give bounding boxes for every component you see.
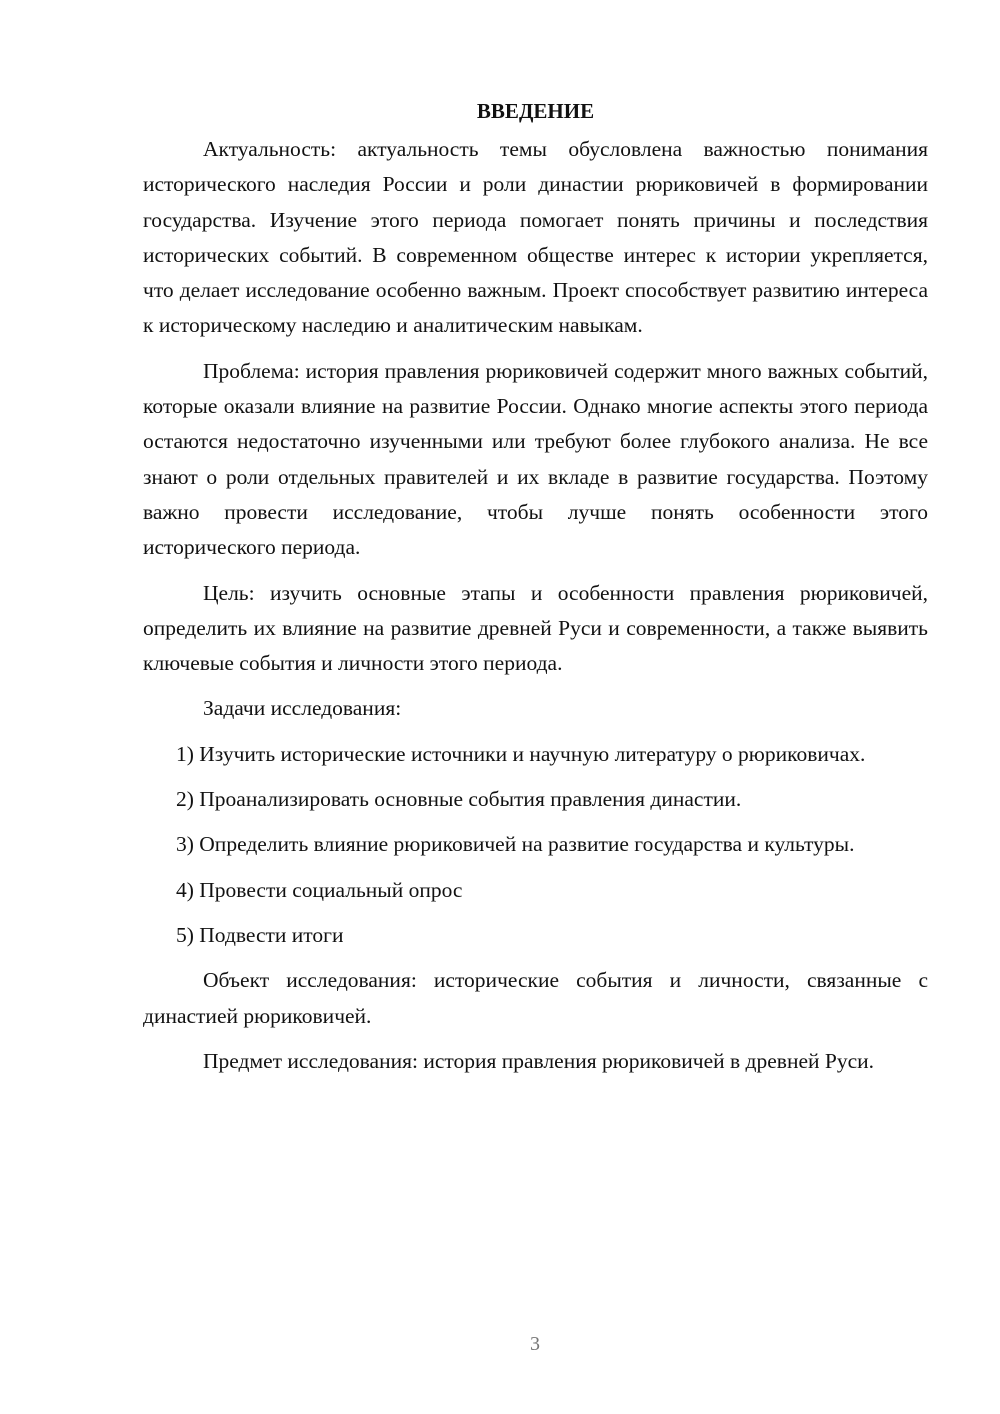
page-number: 3 — [530, 1333, 540, 1355]
relevance-paragraph: Актуальность: актуальность темы обусловлена важностью понимания исторического наследия России и роли династии рюриковичей в формировании государства. Изучение этого периода помогает понять причины и последствия исторических событий. В современном обществе интерес к истории укрепляется, что делает исследование особенно важным. Проект способствует развитию интереса к историческому наследию и аналитическим навыкам. — [143, 137, 928, 338]
page-content — [143, 96, 928, 1089]
list-item: 2) Проанализировать основные события правления династии. — [176, 787, 742, 812]
page-title: ВВЕДЕНИЕ — [476, 99, 595, 123]
list-item: 3) Определить влияние рюриковичей на развитие государства и культуры. — [176, 832, 855, 857]
tasks-list — [143, 737, 928, 953]
problem-paragraph: Проблема: история правления рюриковичей содержит много важных событий, которые оказали влияние на развитие России. Однако многие аспекты этого периода остаются недостаточно изученными или требуют более глубокого анализа. Не все знают о роли отдельных правителей и их вкладе в развитие государства. Поэтому важно провести исследование, чтобы лучше понять особенности этого исторического периода. — [143, 358, 928, 560]
list-item: 1) Изучить исторические источники и научную литературу о рюриковичах. — [176, 741, 866, 766]
subject-paragraph: Предмет исследования: история правления рюриковичей в древней Руси. — [203, 1048, 875, 1073]
tasks-heading: Задачи исследования: — [203, 696, 402, 721]
list-item: 4) Провести социальный опрос — [176, 877, 463, 902]
object-paragraph: Объект исследования: исторические события и личности, связанные с династией рюриковичей. — [143, 968, 928, 1028]
list-item: 5) Подвести итоги — [176, 922, 344, 947]
goal-paragraph: Цель: изучить основные этапы и особенности правления рюриковичей, определить их влияние на развитие древней Руси и современности, а также выявить ключевые события и личности этого периода. — [143, 580, 928, 676]
